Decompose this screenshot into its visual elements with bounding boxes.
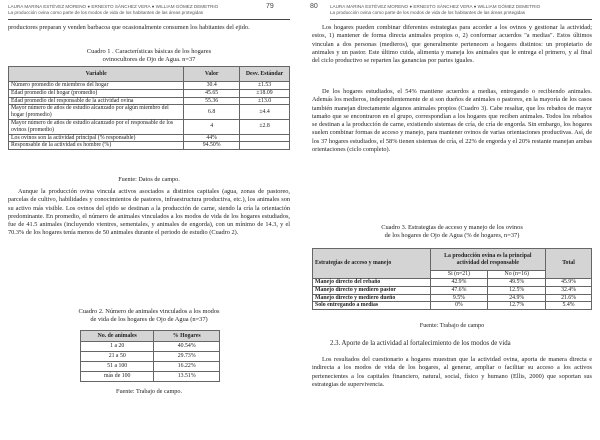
paragraph: productores preparan y venden barbacoa que ocasionalmente consumen los habitantes del ejido. <box>8 24 250 31</box>
paragraph: Los hogares pueden combinar diferentes estrategias para acceder a los ovinos y gestionar la actividad; estos, 1) mantener de forma directa animales propios o, 2) conformar acuerdos "a medias". Estos últimos vinculan a dos personas (medieros), que generalmente pertenecen a hogares distintos: un propietario de animales y un pastor. Este último cuida, alimenta y maneja los animales que le entrega el primero, y al final del ciclo productivo se reparten las ganancias por partes iguales. <box>312 24 592 65</box>
header-running-title: La producción ovina como parte de los modos de vida de los habitantes de las áreas protegidas <box>8 9 204 15</box>
right-page <box>302 0 600 440</box>
table-row: Mayor número de años de estudio alcanzado por algún miembro del hogar (promedio) 6.8 ±4.4 <box>9 105 290 120</box>
table3-subheader: No (n=16) <box>488 271 546 279</box>
table-row: Mayor número de años de estudio alcanzado por el responsable de los ovinos (promedio) 4 ±2.8 <box>9 119 290 134</box>
table-row: Manejo directo y mediero pastor 47.6% 12.5% 32.4% <box>313 286 592 294</box>
table-row: Solo entregando a medias 0% 12.7% 5.4% <box>313 302 592 310</box>
header-authors: LAURA MARINA ESTÉVEZ MORENO ● ERNESTO SÁNCHEZ VERA ● WILLIAM GÓMEZ DEMETRIO <box>330 4 541 9</box>
table2-header: % Hogares <box>154 331 220 342</box>
table-row: 51 a 100 16.22% <box>81 362 220 372</box>
table2-header: No. de animales <box>81 331 154 342</box>
table2 <box>80 330 220 382</box>
table3 <box>312 248 592 310</box>
paragraph: Aunque la producción ovina vincula activos asociados a distintos capitales (agua, zonas de pastoreo, parcelas de cultivo, habilidades y conocimientos de pastores, infraestructura productiva, etc.), los animales son su activo más visible. Los ovinos del ejido se destinan a la producción de carne, siendo la cría la orientación predominante. En promedio, el número de animales vinculados a los modos de vida de los hogares estudiados, fue de 41.5 animales (incluyendo vientres, sementales, y animales de engorda), con un mínimo de 14.3, y el 70.3% de los hogares tenía menos de 50 animales durante el periodo de estudio (Cuadro 2). <box>8 188 290 237</box>
table-row: Edad promedio del responsable de la actividad ovina 55.36 ±13.0 <box>9 97 290 105</box>
page-number: 80 <box>310 3 318 10</box>
table1-header: Variable <box>9 67 184 82</box>
table-row: Número promedio de miembros del hogar 30.4 ±1.53 <box>9 82 290 90</box>
page-header <box>8 3 290 20</box>
page-number: 79 <box>266 3 274 10</box>
table1-source: Fuente: Datos de campo. <box>118 176 180 183</box>
paragraph: Los resultados del cuestionario a hogares muestran que la actividad ovina, aporta de manera directa e indirecta a los modos de vida de los hogares, al generar, ampliar o facilitar su acceso a los activos pertenecientes a los capitales financiero, natural, social, físico y humano (Ellis, 2000) que soportan sus estrategias de supervivencia. <box>312 356 592 388</box>
section-heading: 2.3. Aporte de la actividad al fortalecimiento de los modos de vida <box>330 340 511 347</box>
table3-group-header: La producción ovina es la principal actividad del responsable <box>430 249 546 271</box>
table1 <box>8 66 290 150</box>
table-row: 21 a 50 29.73% <box>81 352 220 362</box>
left-page <box>0 0 298 440</box>
table-row: Responsable de la actividad es hombre (%) 94.50% <box>9 142 290 150</box>
table3-subheader: Sí (n=21) <box>430 271 488 279</box>
table3-header: Estrategias de acceso y manejo <box>313 249 431 279</box>
table-row: más de 100 13.51% <box>81 372 220 382</box>
table1-header: Valor <box>184 67 240 82</box>
table2-caption: Cuadro 2. Número de animales vinculados a los modos de vida de los hogares de Ojo de Agua (n=37) <box>78 308 220 323</box>
table-row: Edad promedio del hogar (promedio) 45.65 ±18.09 <box>9 89 290 97</box>
table1-caption: Cuadro 1 . Características básicas de los hogares ovinocultores de Ojo de Agua. n=37 <box>86 48 212 63</box>
header-running-title: La producción ovina como parte de los modos de vida de los habitantes de las áreas protegidas <box>330 9 526 15</box>
page-header <box>330 3 592 20</box>
table3-header: Total <box>546 249 592 279</box>
paragraph: De los hogares estudiados, el 54% mantiene acuerdos a medias, entregando o recibiendo animales. Además los medieros, independientemente de si son dueños de animales o pastores, en la mayoría de los casos también manejan directamente algunos animales propios (Cuadro 3). Cabe resaltar, que los rebaños de mayor tamaño que se encontraron en el grupo, correspondían a los hogares que reciben animales. Todos los rebaños se destinan a la producción de carne, existiendo sistemas de cría, de cría de engorda. Sin embargo, los hogares suelen combinar formas de acceso y manejo, para mantener ovinos de varias orientaciones productivas. Así, de los 37 hogares estudiados, el 58% tienen sistemas de cría, el 22% de engorda y el 20% restante manejan ambas orientaciones (ciclo completo). <box>312 88 592 154</box>
table-row: Manejo directo del rebaño 42.9% 49.5% 45.9% <box>313 279 592 287</box>
table1-header: Desv. Estándar <box>240 67 290 82</box>
table2-source: Fuente: Trabajo de campo. <box>116 388 182 395</box>
header-authors: LAURA MARINA ESTÉVEZ MORENO ● ERNESTO SÁNCHEZ VERA ● WILLIAM GÓMEZ DEMETRIO <box>8 4 219 9</box>
table-row: Los ovinos son la actividad principal (% responsable) 44% <box>9 134 290 142</box>
table3-caption: Cuadro 3. Estrategias de acceso y manejo de los ovinos de los hogares de Ojo de Agua (% de hogares, n=37) <box>381 224 523 239</box>
table3-source: Fuente: Trabajo de campo <box>419 322 485 329</box>
table-row: 1 a 20 40.54% <box>81 342 220 352</box>
table-row: Manejo directo y mediero dueño 9.5% 24.9% 21.6% <box>313 294 592 302</box>
